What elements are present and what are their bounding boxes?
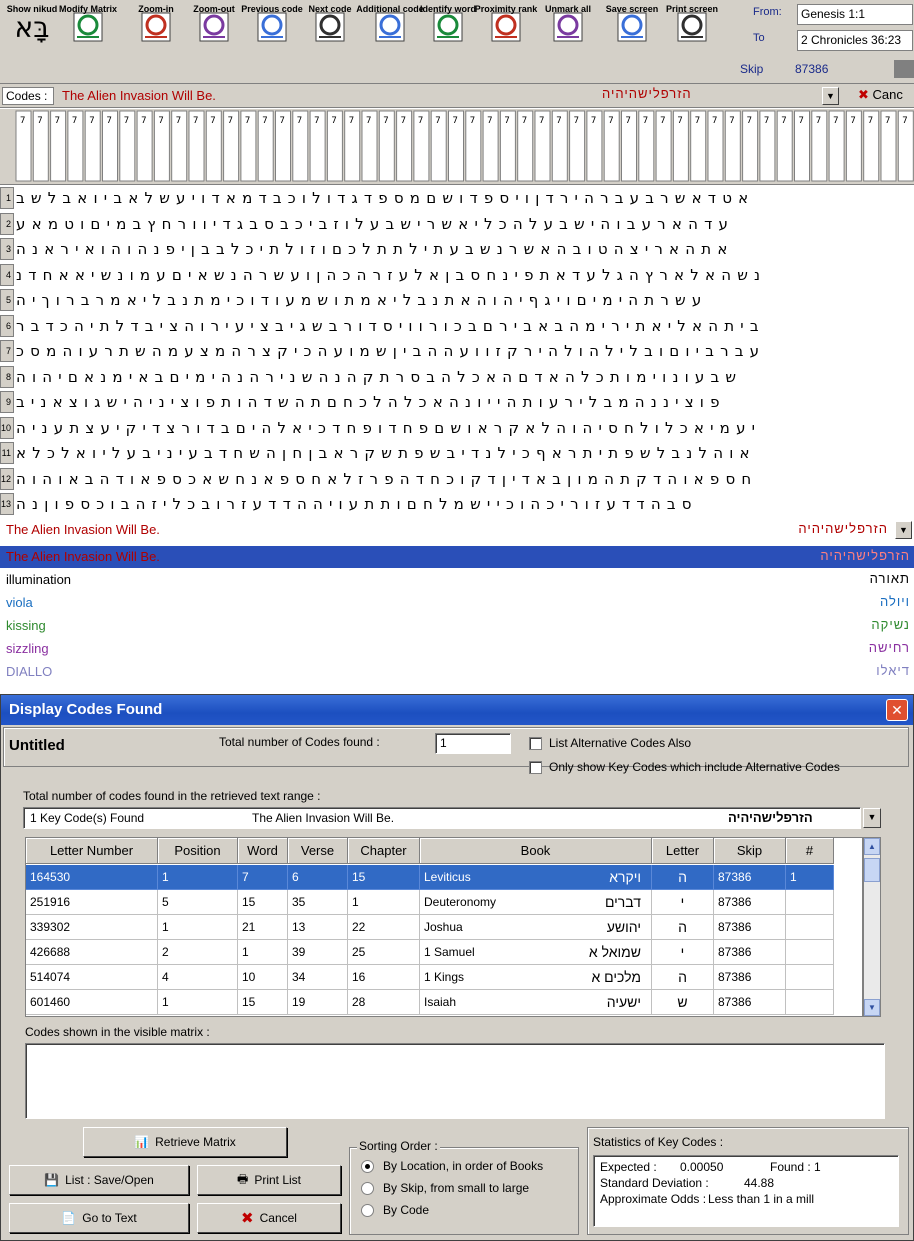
toolbar-button-8[interactable] xyxy=(474,0,538,84)
book-name-hebrew: שמואל א xyxy=(588,944,641,960)
matrix-row-number: 5 xyxy=(0,289,14,311)
toolbar-button-9[interactable] xyxy=(540,0,596,84)
table-cell-chapter[interactable]: 25 xyxy=(348,940,420,965)
statistics-box xyxy=(593,1155,899,1227)
result-row-code[interactable] xyxy=(0,519,914,541)
matrix-row-number: 9 xyxy=(0,391,14,413)
matrix-row[interactable]: חספאוהדקתהמוןבאדיןדקוכחדהפרזלאחספאנחשאכספאודהבאוהוה xyxy=(16,469,758,488)
dialog-title: Display Codes Found xyxy=(9,701,163,718)
term-hebrew: תאורה xyxy=(869,571,910,586)
scroll-up-icon[interactable]: ▲ xyxy=(864,838,880,855)
matrix-row[interactable]: אטדאשרבעברהירדןויספדושםמספדגדולוכבדמאדויעשלאביואבלשב xyxy=(16,189,755,207)
cancel-top-button[interactable] xyxy=(858,87,903,103)
column-header-digit: 7 xyxy=(348,116,355,126)
table-cell-position[interactable]: 1 xyxy=(158,865,238,890)
to-field[interactable]: 2 Chronicles 36:23 xyxy=(797,30,913,51)
column-header-digit: 7 xyxy=(504,116,510,126)
table-cell-verse[interactable]: 13 xyxy=(288,915,348,940)
matrix-row[interactable]: סבהדדעזוריכהוכיישמלחםותתעויההדדעזרובכליזהבוכספוןנה xyxy=(16,495,698,513)
column-header-digit: 7 xyxy=(227,116,234,126)
column-header-digit: 7 xyxy=(158,116,164,126)
table-cell-chapter[interactable]: 16 xyxy=(348,965,420,990)
matrix-row-number: 3 xyxy=(0,238,14,260)
matrix-row-number: 13 xyxy=(0,493,14,515)
result-code-hebrew: הזרפלישהיהיה xyxy=(798,521,888,536)
column-header[interactable]: Book xyxy=(420,838,652,864)
table-cell-letter-number[interactable]: 426688 xyxy=(26,940,158,965)
toolbar-button-label: Unmark all xyxy=(544,4,592,14)
table-cell-position[interactable]: 4 xyxy=(158,965,238,990)
table-cell-chapter[interactable]: 28 xyxy=(348,990,420,1015)
matrix-row[interactable]: פוציננהמבלירעותהייונהאכלהלכחםתהשדהותפוציניהישגוצאניב xyxy=(16,393,726,411)
sort-location-label: By Location, in order of Books xyxy=(383,1159,544,1173)
column-header-digit: 7 xyxy=(608,116,614,126)
column-header[interactable]: Chapter xyxy=(348,838,420,864)
column-header-ticks xyxy=(0,109,914,185)
retrieve-matrix-label: Retrieve Matrix xyxy=(155,1135,236,1149)
column-header-digit: 7 xyxy=(435,116,441,126)
column-header[interactable]: Word xyxy=(238,838,288,864)
table-cell-chapter[interactable]: 15 xyxy=(348,865,420,890)
term-row[interactable] xyxy=(0,661,914,683)
table-cell-position[interactable]: 1 xyxy=(158,915,238,940)
from-field[interactable]: Genesis 1:1 xyxy=(797,4,913,25)
matrix-name: Untitled xyxy=(9,737,65,754)
cancel-button[interactable] xyxy=(197,1203,341,1233)
column-header-digit: 7 xyxy=(279,116,285,126)
column-header-digit: 7 xyxy=(123,116,130,126)
display-codes-dialog xyxy=(0,694,914,1241)
total-codes-field[interactable]: 1 xyxy=(435,733,511,754)
toolbar-button-3[interactable] xyxy=(186,0,242,84)
column-header-digit: 7 xyxy=(54,116,61,126)
print-list-label: Print List xyxy=(254,1173,301,1187)
matrix-row-number: 8 xyxy=(0,366,14,388)
toolbar-button-label: Identify word xyxy=(420,4,476,14)
table-cell-letter-number[interactable]: 251916 xyxy=(26,890,158,915)
column-header-digit: 7 xyxy=(556,116,562,126)
matrix-row[interactable]: נשהאלארץהגלעדאתפינחסבןאלעזרהכהןועשרהנשאיםעמונשיאאחדנ xyxy=(16,265,767,284)
column-header-digit: 7 xyxy=(244,116,251,126)
matrix-row-number: 2 xyxy=(0,213,14,235)
sort-code-label: By Code xyxy=(383,1203,430,1217)
matrix-row[interactable]: יעמיאכלולחסיהוהלאקראושםפחדופחדכיאלהיםבדורצדיקיעצתעניה xyxy=(16,418,762,437)
table-cell-num[interactable] xyxy=(786,965,834,990)
column-header-digit: 7 xyxy=(417,116,424,126)
toolbar-button-label: Zoom-in xyxy=(138,4,174,14)
matrix-row-number: 10 xyxy=(0,417,14,439)
table-cell-skip[interactable]: 87386 xyxy=(714,965,786,990)
toolbar-button-5[interactable] xyxy=(302,0,358,84)
column-header-digit: 7 xyxy=(712,116,718,126)
column-header-digit: 7 xyxy=(694,116,701,126)
matrix-row-number: 11 xyxy=(0,442,14,464)
range-hebrew: הזרפלישהיהיה xyxy=(728,810,813,825)
table-cell-letter-number[interactable]: 601460 xyxy=(26,990,158,1015)
color-swatch[interactable] xyxy=(894,60,914,78)
table-cell-verse[interactable]: 34 xyxy=(288,965,348,990)
go-to-text-label: Go to Text xyxy=(82,1211,137,1225)
term-text: kissing xyxy=(6,618,46,633)
toolbar-button-7[interactable] xyxy=(420,0,476,84)
column-header-digit: 7 xyxy=(210,116,216,126)
matrix-row[interactable]: עשרתהימיםויגףיהוהאתנבליאמתושמעודוכימתנבליאמרברוךיה xyxy=(16,291,708,309)
column-header-digit: 7 xyxy=(175,116,182,126)
column-header-digit: 7 xyxy=(314,116,320,126)
scroll-down-icon[interactable]: ▼ xyxy=(864,999,880,1016)
table-cell-letter-number[interactable]: 514074 xyxy=(26,965,158,990)
term-hebrew: ויולה xyxy=(880,594,910,609)
matrix-row[interactable]: ביתהאליאתירימהבאבירםבכורוויסדורבשגיבציעירוהציבדלתיהכדבר xyxy=(16,316,765,335)
book-name: Leviticus xyxy=(424,870,471,884)
statistics-label: Statistics of Key Codes : xyxy=(593,1135,724,1149)
toolbar-button-label: Show nikud xyxy=(6,4,58,14)
close-icon[interactable]: ✕ xyxy=(886,699,908,721)
column-header-digit: 7 xyxy=(487,116,493,126)
table-cell-skip[interactable]: 87386 xyxy=(714,890,786,915)
visible-matrix-list[interactable] xyxy=(25,1043,885,1119)
table-cell-word[interactable]: 1 xyxy=(238,940,288,965)
column-header-digit: 7 xyxy=(850,116,856,126)
table-cell-position[interactable]: 2 xyxy=(158,940,238,965)
table-cell-chapter[interactable]: 22 xyxy=(348,915,420,940)
column-header-digit: 7 xyxy=(833,116,839,126)
only-key-codes-label: Only show Key Codes which include Alternative Codes xyxy=(549,760,840,774)
visible-matrix-label: Codes shown in the visible matrix : xyxy=(25,1025,210,1039)
table-scrollbar[interactable] xyxy=(863,837,881,1017)
cancel-top-label: Canc xyxy=(872,87,903,102)
toolbar-button-label: Next code xyxy=(308,4,352,14)
range-dropdown-button[interactable]: ▼ xyxy=(863,808,881,828)
term-hebrew: דיאלו xyxy=(876,663,910,678)
to-label: To xyxy=(753,32,765,44)
range-code: The Alien Invasion Will Be. xyxy=(252,811,395,825)
toolbar-button-2[interactable] xyxy=(128,0,184,84)
matrix-row[interactable]: אתהאריצהטובהאשרנשבעתילתתלכםוזולתיכלבבןיפנהוהואיראנה xyxy=(16,240,734,258)
toolbar-button-label: Proximity rank xyxy=(474,4,538,14)
column-header-digit: 7 xyxy=(20,116,26,126)
cancel-x-icon: ✖ xyxy=(241,1210,254,1227)
term-hebrew: נשיקה xyxy=(871,617,910,632)
found-value: 1 xyxy=(814,1160,821,1174)
codes-dropdown-button[interactable]: ▼ xyxy=(822,87,839,105)
book-name: 1 Kings xyxy=(424,970,465,984)
column-header-digit: 7 xyxy=(763,116,770,126)
codes-table[interactable] xyxy=(25,837,863,1017)
matrix-row[interactable]: שבעונוימותכלהאדםהאכלהבסרתקהנהשנירהנהימיםבאימנאםיהוה xyxy=(16,367,743,386)
text-range xyxy=(741,4,914,54)
found-label: Found : xyxy=(770,1160,811,1174)
column-header-digit: 7 xyxy=(400,116,407,126)
column-header-digit: 7 xyxy=(660,116,666,126)
book-name-hebrew: ישעיה xyxy=(606,994,641,1010)
range-code-field[interactable] xyxy=(23,807,861,829)
nikud-glyph: בָּא xyxy=(14,10,50,44)
table-cell-letter[interactable]: ה xyxy=(652,915,714,940)
column-header-digit: 7 xyxy=(815,116,822,126)
letter-matrix[interactable] xyxy=(0,185,914,519)
table-cell-chapter[interactable]: 1 xyxy=(348,890,420,915)
skip-value: 87386 xyxy=(795,62,829,76)
toolbar-button-label: Previous code xyxy=(241,4,303,14)
table-cell-letter[interactable]: ה xyxy=(652,865,714,890)
total-codes-label: Total number of Codes found : xyxy=(219,735,380,749)
matrix-row[interactable]: עדהארעבוהישבעלהכליאשרישבעלוזביכבסבגדיוורחץבמיםוטמאע xyxy=(16,214,735,233)
matrix-row[interactable]: אוהלנבלשפתיתראףכילנדיבשפתשקראבןחןהשחדבעיניבעליואלכלא xyxy=(16,444,756,462)
codes-bar xyxy=(0,84,914,108)
book-name-hebrew: יהושע xyxy=(606,919,641,935)
list-save-open-label: List : Save/Open xyxy=(65,1173,154,1187)
table-cell-letter[interactable]: י xyxy=(652,890,714,915)
matrix-column-header xyxy=(0,109,914,185)
toolbar-button-label: Print screen xyxy=(665,4,719,14)
sort-skip-radio[interactable] xyxy=(361,1182,374,1195)
book-name: 1 Samuel xyxy=(424,945,475,959)
table-cell-book[interactable] xyxy=(420,865,652,890)
range-label: Total number of codes found in the retrieved text range : xyxy=(23,789,321,803)
table-cell-book[interactable] xyxy=(420,990,652,1015)
toolbar-button-label: Zoom-out xyxy=(193,4,235,14)
save-disk-icon: 💾 xyxy=(44,1173,60,1187)
matrix-row-number: 4 xyxy=(0,264,14,286)
list-save-open-button[interactable] xyxy=(9,1165,189,1195)
column-header-digit: 7 xyxy=(590,116,597,126)
column-header-digit: 7 xyxy=(625,116,631,126)
table-cell-verse[interactable]: 6 xyxy=(288,865,348,890)
term-text: viola xyxy=(6,595,33,610)
column-header-digit: 7 xyxy=(262,116,268,126)
column-header-digit: 7 xyxy=(521,116,528,126)
expected-label: Expected : xyxy=(600,1160,657,1174)
matrix-row[interactable]: עברביוםובלילהולהירקזוועההביןשמועהכיקצרהמצעמהשתרעוהמסכ xyxy=(16,342,766,360)
column-header-digit: 7 xyxy=(573,116,580,126)
column-header[interactable]: Position xyxy=(158,838,238,864)
column-header-digit: 7 xyxy=(798,116,804,126)
cancel-label: Cancel xyxy=(259,1211,297,1225)
table-cell-letter-number[interactable]: 164530 xyxy=(26,865,158,890)
toolbar-button-11[interactable] xyxy=(664,0,720,84)
column-header-digit: 7 xyxy=(71,116,78,126)
table-cell-position[interactable]: 1 xyxy=(158,990,238,1015)
book-name-hebrew: מלכים א xyxy=(591,969,641,985)
codes-selected-text[interactable]: The Alien Invasion Will Be. xyxy=(62,88,216,103)
column-header-digit: 7 xyxy=(469,116,476,126)
column-header-digit: 7 xyxy=(885,116,891,126)
term-row[interactable] xyxy=(0,592,914,614)
scroll-thumb[interactable] xyxy=(864,858,880,882)
odds-value: Less than 1 in a mill xyxy=(708,1192,815,1206)
sorting-label: Sorting Order : xyxy=(359,1139,438,1153)
skip-label: Skip xyxy=(740,62,764,76)
column-header-digit: 7 xyxy=(89,116,95,126)
term-text: The Alien Invasion Will Be. xyxy=(6,549,160,564)
term-row[interactable] xyxy=(0,546,914,568)
toolbar-button-label: Modify Matrix xyxy=(59,4,118,14)
column-header-digit: 7 xyxy=(452,116,458,126)
table-cell-book[interactable] xyxy=(420,890,652,915)
toolbar-button-4[interactable] xyxy=(241,0,303,84)
from-label: From: xyxy=(753,6,782,18)
column-header[interactable]: Letter xyxy=(652,838,714,864)
retrieve-matrix-icon: 📊 xyxy=(134,1135,150,1149)
table-cell-word[interactable]: 7 xyxy=(238,865,288,890)
table-cell-word[interactable]: 21 xyxy=(238,915,288,940)
table-cell-letter[interactable]: ה xyxy=(652,965,714,990)
term-row[interactable] xyxy=(0,569,914,591)
table-cell-book[interactable] xyxy=(420,940,652,965)
printer-icon: 🖶 xyxy=(236,1171,249,1186)
table-cell-book[interactable] xyxy=(420,965,652,990)
term-text: sizzling xyxy=(6,641,49,656)
table-cell-skip[interactable]: 87386 xyxy=(714,990,786,1015)
column-header-digit: 7 xyxy=(902,116,908,126)
toolbar-button-label: Additional code xyxy=(356,4,424,14)
matrix-row-number: 1 xyxy=(0,187,14,209)
term-row[interactable] xyxy=(0,615,914,637)
column-header-digit: 7 xyxy=(106,116,112,126)
odds-label: Approximate Odds : xyxy=(600,1192,707,1206)
dialog-titlebar xyxy=(1,695,913,725)
table-cell-skip[interactable]: 87386 xyxy=(714,940,786,965)
column-header-digit: 7 xyxy=(781,116,787,126)
column-header-digit: 7 xyxy=(366,116,372,126)
matrix-row-number: 12 xyxy=(0,468,14,490)
book-name: Joshua xyxy=(424,920,463,934)
table-cell-book[interactable] xyxy=(420,915,652,940)
table-cell-word[interactable]: 10 xyxy=(238,965,288,990)
table-cell-num[interactable] xyxy=(786,890,834,915)
table-cell-verse[interactable]: 19 xyxy=(288,990,348,1015)
result-code-text: The Alien Invasion Will Be. xyxy=(6,522,160,537)
book-name-hebrew: ויקרא xyxy=(609,869,641,885)
term-hebrew: הזרפלישהיהיה xyxy=(820,548,910,563)
list-alternative-checkbox[interactable] xyxy=(529,737,542,750)
table-cell-verse[interactable]: 35 xyxy=(288,890,348,915)
table-cell-letter-number[interactable]: 339302 xyxy=(26,915,158,940)
column-header[interactable]: Letter Number xyxy=(26,838,158,864)
sort-code-radio[interactable] xyxy=(361,1204,374,1217)
column-header-digit: 7 xyxy=(331,116,337,126)
toolbar-button-1[interactable] xyxy=(60,0,116,84)
range-summary: 1 Key Code(s) Found xyxy=(30,811,145,825)
sort-skip-label: By Skip, from small to large xyxy=(383,1181,530,1195)
table-cell-num[interactable] xyxy=(786,940,834,965)
column-header-digit: 7 xyxy=(193,116,199,126)
list-alternative-label: List Alternative Codes Also xyxy=(549,736,692,750)
column-header-digit: 7 xyxy=(296,116,303,126)
sort-location-radio[interactable] xyxy=(361,1160,374,1173)
go-to-text-button[interactable] xyxy=(9,1203,189,1233)
column-header-digit: 7 xyxy=(677,116,683,126)
table-cell-position[interactable]: 5 xyxy=(158,890,238,915)
stddev-label: Standard Deviation : xyxy=(600,1176,709,1190)
main-toolbar xyxy=(0,0,914,84)
table-cell-letter[interactable]: ש xyxy=(652,990,714,1015)
table-cell-word[interactable]: 15 xyxy=(238,990,288,1015)
result-dropdown-button[interactable]: ▼ xyxy=(895,521,912,539)
table-cell-num[interactable] xyxy=(786,990,834,1015)
column-header[interactable]: Verse xyxy=(288,838,348,864)
column-header[interactable]: Skip xyxy=(714,838,786,864)
column-header-digit: 7 xyxy=(539,116,545,126)
table-cell-verse[interactable]: 39 xyxy=(288,940,348,965)
table-cell-num[interactable] xyxy=(786,915,834,940)
toolbar-button-6[interactable] xyxy=(356,0,424,84)
column-header-digit: 7 xyxy=(141,116,147,126)
column-header-digit: 7 xyxy=(867,116,874,126)
column-header-digit: 7 xyxy=(383,116,389,126)
column-header[interactable]: # xyxy=(786,838,834,864)
print-list-button[interactable] xyxy=(197,1165,341,1195)
toolbar-button-label: Save screen xyxy=(605,4,659,14)
matrix-row-number: 7 xyxy=(0,340,14,362)
table-cell-skip[interactable]: 87386 xyxy=(714,915,786,940)
expected-value: 0.00050 xyxy=(680,1160,724,1174)
book-name: Deuteronomy xyxy=(424,895,497,909)
codes-label: Codes : xyxy=(2,87,54,105)
toolbar-button-0[interactable] xyxy=(4,0,60,84)
column-header-digit: 7 xyxy=(642,116,649,126)
book-name: Isaiah xyxy=(424,995,457,1009)
term-hebrew: רחישה xyxy=(868,640,910,655)
stddev-value: 44.88 xyxy=(744,1176,775,1190)
column-header-digit: 7 xyxy=(746,116,753,126)
term-text: illumination xyxy=(6,572,72,587)
term-text: DIALLO xyxy=(6,664,53,679)
codes-selected-hebrew: הזרפלישהיהיה xyxy=(602,86,692,101)
toolbar-button-10[interactable] xyxy=(604,0,660,84)
table-cell-word[interactable]: 15 xyxy=(238,890,288,915)
retrieve-matrix-button[interactable] xyxy=(83,1127,287,1157)
column-header-digit: 7 xyxy=(37,116,43,126)
matrix-row-number: 6 xyxy=(0,315,14,337)
term-row[interactable] xyxy=(0,638,914,660)
table-cell-letter[interactable]: י xyxy=(652,940,714,965)
column-header-digit: 7 xyxy=(729,116,735,126)
goto-text-icon: 📄 xyxy=(61,1211,77,1225)
table-cell-num[interactable]: 1 xyxy=(786,865,834,890)
cancel-x-icon: ✖ xyxy=(858,87,869,102)
book-name-hebrew: דברים xyxy=(604,894,641,910)
table-cell-skip[interactable]: 87386 xyxy=(714,865,786,890)
only-key-codes-checkbox[interactable] xyxy=(529,761,542,774)
